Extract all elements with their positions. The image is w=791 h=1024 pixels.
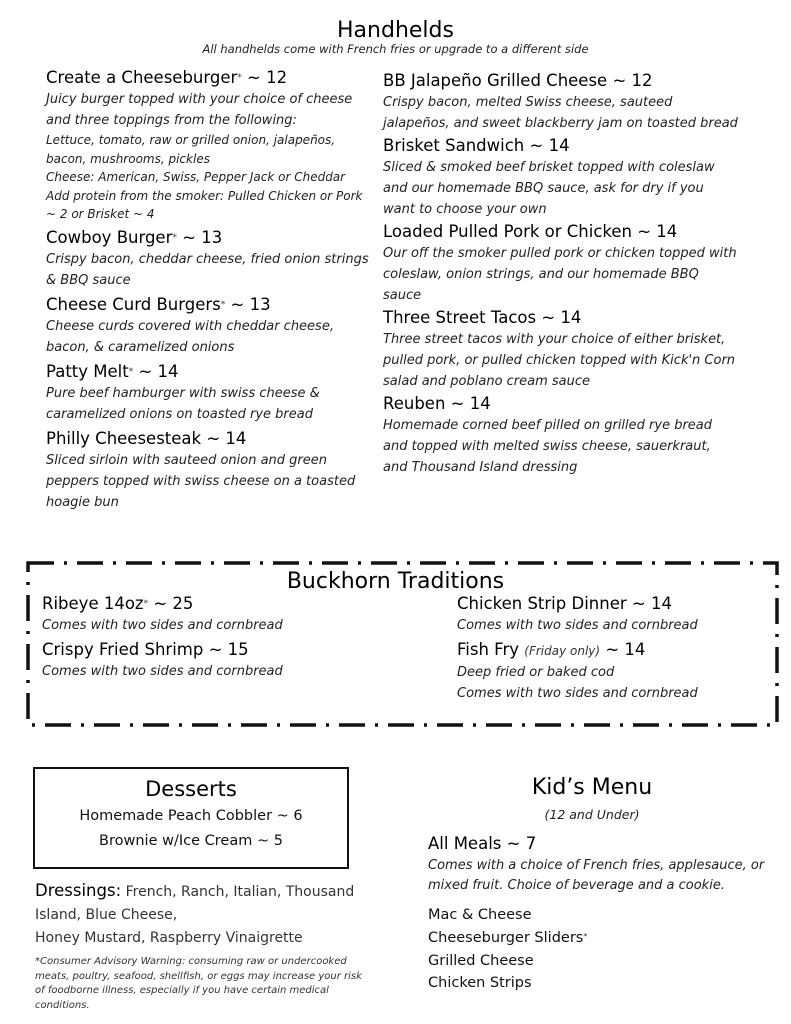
advisory-star: * bbox=[143, 599, 149, 609]
item-price: ~ 14 bbox=[536, 308, 582, 327]
item-name bbox=[457, 639, 767, 662]
item-title: Philly Cheesesteak bbox=[46, 428, 202, 448]
item-name bbox=[383, 393, 738, 415]
item-description: Homemade corned beef pilled on grilled rye bread and topped with melted swiss cheese, sauerkraut, and Thousand Island dressing bbox=[383, 418, 713, 475]
item-price: ~ 14 bbox=[631, 222, 678, 241]
menu-item bbox=[46, 67, 376, 224]
dressings-block bbox=[35, 879, 355, 950]
item-price: ~ 12 bbox=[241, 68, 288, 87]
item-price: ~ 14 bbox=[133, 361, 179, 381]
item-description: Comes with two sides and cornbread bbox=[457, 686, 698, 701]
traditions-title: Buckhorn Traditions bbox=[286, 569, 505, 594]
item-price: ~ 14 bbox=[201, 428, 247, 448]
kids-meal-name: All Meals ~ 7 bbox=[428, 834, 537, 853]
advisory-star: * bbox=[583, 932, 588, 942]
item-title: Cheese Curd Burgers bbox=[46, 294, 221, 314]
item-title: Reuben bbox=[383, 394, 446, 413]
kids-item bbox=[428, 950, 728, 972]
item-description: Three street tacos with your choice of either brisket, pulled pork, or pulled chicken topped with Kick'n Corn salad and poblano cream sauce bbox=[383, 332, 736, 389]
kids-subtitle: (12 and Under) bbox=[544, 807, 640, 822]
item-name bbox=[42, 593, 372, 615]
item-title: BB Jalapeño Grilled Cheese bbox=[383, 71, 608, 90]
menu-item bbox=[383, 393, 738, 478]
kids-item-name: Cheeseburger Sliders bbox=[428, 930, 584, 947]
item-name bbox=[46, 227, 376, 249]
item-description: Comes with two sides and cornbread bbox=[457, 618, 698, 633]
item-name bbox=[383, 307, 738, 329]
handhelds-title: Handhelds bbox=[337, 18, 454, 43]
advisory-star: * bbox=[237, 73, 242, 83]
item-price: ~ 25 bbox=[148, 594, 194, 613]
traditions-right-column bbox=[457, 593, 767, 704]
item-description: Our off the smoker pulled pork or chicken topped with coleslaw, onion strings, and our homemade BBQ sauce bbox=[383, 246, 737, 303]
kids-items-list bbox=[428, 904, 728, 994]
item-title: Ribeye 14oz bbox=[42, 594, 144, 613]
item-name bbox=[42, 639, 372, 661]
advisory-star: * bbox=[128, 366, 134, 377]
kids-item bbox=[428, 972, 728, 994]
desserts-title: Desserts bbox=[145, 777, 237, 801]
item-name bbox=[46, 294, 376, 316]
item-description: Cheese curds covered with cheddar cheese, bacon, & caramelized onions bbox=[46, 318, 334, 355]
handhelds-left-column bbox=[46, 67, 376, 513]
menu-item bbox=[383, 70, 738, 134]
item-description: Comes with two sides and cornbread bbox=[42, 618, 283, 633]
item-title: Patty Melt bbox=[46, 361, 129, 381]
item-description: Sliced & smoked beef brisket topped with coleslaw and our homemade BBQ sauce, ask for dry if you want to choose your own bbox=[383, 160, 715, 217]
item-price: ~ 13 bbox=[225, 294, 271, 314]
item-detail: Add protein from the smoker: Pulled Chicken or Pork ~ 2 or Brisket ~ 4 bbox=[46, 188, 363, 221]
item-note: (Friday only) bbox=[524, 644, 601, 658]
handhelds-subtitle: All handhelds come with French fries or upgrade to a different side bbox=[202, 42, 589, 56]
item-title: Fish Fry bbox=[457, 640, 520, 659]
kids-item bbox=[428, 904, 728, 926]
item-price: ~ 14 bbox=[626, 594, 672, 613]
item-title: Cowboy Burger bbox=[46, 227, 173, 247]
menu-item bbox=[42, 639, 372, 683]
item-price: ~ 14 bbox=[600, 640, 646, 659]
item-title: Loaded Pulled Pork or Chicken bbox=[383, 222, 632, 241]
menu-item bbox=[46, 428, 376, 513]
kids-meal-description: Comes with a choice of French fries, applesauce, or mixed fruit. Choice of beverage and a cookie. bbox=[428, 858, 765, 893]
item-price: ~ 14 bbox=[445, 394, 491, 413]
menu-item bbox=[46, 294, 376, 358]
item-description: Comes with two sides and cornbread bbox=[42, 664, 283, 679]
item-name bbox=[46, 361, 376, 383]
kids-item-name: Chicken Strips bbox=[428, 974, 532, 991]
traditions-left-column bbox=[42, 593, 372, 683]
menu-item bbox=[457, 593, 767, 637]
item-title: Chicken Strip Dinner bbox=[457, 594, 627, 613]
menu-item bbox=[383, 221, 738, 306]
item-title: Create a Cheeseburger bbox=[46, 68, 238, 87]
menu-item bbox=[42, 593, 372, 637]
menu-item bbox=[383, 307, 738, 392]
item-price: ~ 15 bbox=[203, 640, 249, 659]
item-title: Three Street Tacos bbox=[383, 308, 537, 327]
item-price: ~ 14 bbox=[524, 136, 570, 155]
menu-item bbox=[46, 227, 376, 291]
consumer-advisory: *Consumer Advisory Warning: consuming raw or undercooked meats, poultry, seafood, shellfish, or eggs may increase your risk of foodborne illness, especially if you have certain medical conditions. bbox=[35, 956, 362, 1011]
item-description: Deep fried or baked cod bbox=[457, 665, 615, 680]
item-price: ~ 13 bbox=[176, 227, 223, 247]
item-title: Brisket Sandwich bbox=[383, 136, 525, 155]
menu-item bbox=[383, 135, 738, 220]
kids-title: Kid’s Menu bbox=[531, 775, 653, 800]
item-name bbox=[383, 135, 738, 157]
dressings-list-continued: Honey Mustard, Raspberry Vinaigrette bbox=[35, 930, 303, 946]
dessert-item: Homemade Peach Cobbler ~ 6 bbox=[79, 808, 303, 824]
item-detail: Cheese: American, Swiss, Pepper Jack or Cheddar bbox=[46, 170, 346, 184]
dessert-item: Brownie w/Ice Cream ~ 5 bbox=[99, 833, 283, 849]
item-price: ~ 12 bbox=[607, 71, 653, 90]
desserts-box bbox=[33, 767, 349, 869]
menu-item bbox=[46, 361, 376, 425]
item-name bbox=[383, 221, 738, 243]
dressings-label: Dressings: bbox=[35, 881, 122, 900]
handhelds-right-column bbox=[383, 70, 738, 478]
item-name bbox=[46, 67, 376, 89]
item-title: Crispy Fried Shrimp bbox=[42, 640, 204, 659]
item-description: Crispy bacon, cheddar cheese, fried onion strings & BBQ sauce bbox=[46, 251, 369, 288]
kids-item-name: Grilled Cheese bbox=[428, 952, 534, 969]
item-description: Juicy burger topped with your choice of cheese and three toppings from the following: bbox=[46, 92, 353, 128]
item-description: Sliced sirloin with sauteed onion and green peppers topped with swiss cheese on a toasted hoagie bun bbox=[46, 452, 356, 510]
item-detail: Lettuce, tomato, raw or grilled onion, jalapeños, bacon, mushrooms, pickles bbox=[46, 133, 336, 166]
item-description: Crispy bacon, melted Swiss cheese, sauteed jalapeños, and sweet blackberry jam on toasted bread bbox=[383, 95, 738, 131]
dressings-list: French, Ranch, Italian, Thousand Island, Blue Cheese, bbox=[35, 884, 355, 923]
item-name bbox=[383, 70, 738, 92]
item-description: Pure beef hamburger with swiss cheese & caramelized onions on toasted rye bread bbox=[46, 385, 320, 422]
advisory-star: * bbox=[220, 299, 226, 310]
item-name bbox=[46, 428, 376, 450]
item-name bbox=[457, 593, 767, 615]
advisory-star: * bbox=[172, 232, 177, 243]
kids-item bbox=[428, 926, 728, 949]
kids-item-name: Mac & Cheese bbox=[428, 907, 532, 923]
menu-item bbox=[457, 639, 767, 704]
kids-meal bbox=[428, 833, 768, 896]
